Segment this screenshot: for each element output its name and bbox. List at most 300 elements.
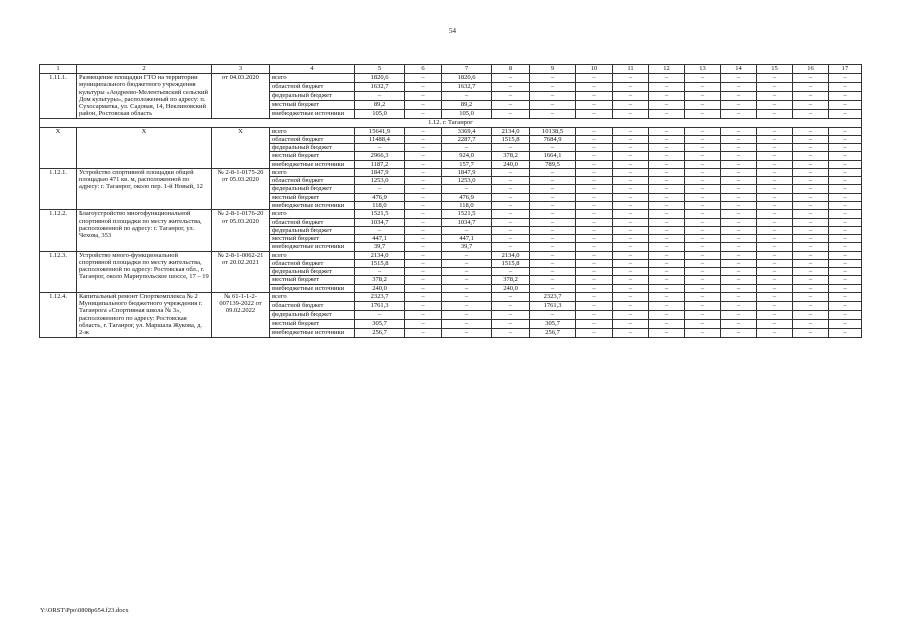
amount-cell: – bbox=[721, 292, 757, 301]
funding-source: внебюджетные источники bbox=[270, 243, 355, 251]
column-number: 12 bbox=[649, 65, 685, 74]
amount-cell: – bbox=[685, 152, 721, 160]
amount-cell: – bbox=[613, 177, 649, 185]
amount-cell: 378,2 bbox=[492, 152, 530, 160]
amount-cell: – bbox=[530, 168, 576, 176]
amount-cell: – bbox=[685, 259, 721, 267]
amount-cell: – bbox=[355, 268, 405, 276]
amount-cell: – bbox=[649, 144, 685, 152]
amount-cell: – bbox=[793, 82, 829, 91]
amount-cell: – bbox=[793, 100, 829, 109]
amount-cell: – bbox=[757, 144, 793, 152]
amount-cell: – bbox=[721, 243, 757, 251]
amount-cell: – bbox=[829, 135, 862, 143]
amount-cell: 1515,8 bbox=[492, 259, 530, 267]
amount-cell: – bbox=[442, 328, 492, 337]
amount-cell: 1034,7 bbox=[442, 218, 492, 226]
amount-cell: – bbox=[576, 284, 613, 292]
amount-cell: – bbox=[613, 144, 649, 152]
amount-cell: – bbox=[685, 109, 721, 118]
amount-cell: – bbox=[829, 243, 862, 251]
amount-cell: – bbox=[530, 226, 576, 234]
amount-cell: – bbox=[442, 319, 492, 328]
item-document: от 04.03.2020 bbox=[212, 74, 270, 119]
amount-cell: – bbox=[793, 127, 829, 135]
funding-source: областной бюджет bbox=[270, 301, 355, 310]
amount-cell: – bbox=[649, 235, 685, 243]
amount-cell: – bbox=[757, 201, 793, 209]
amount-cell: – bbox=[829, 284, 862, 292]
amount-cell: – bbox=[649, 135, 685, 143]
amount-cell: – bbox=[721, 177, 757, 185]
funding-source: федеральный бюджет bbox=[270, 268, 355, 276]
amount-cell: – bbox=[649, 301, 685, 310]
amount-cell: – bbox=[757, 226, 793, 234]
amount-cell: – bbox=[721, 226, 757, 234]
amount-cell: – bbox=[685, 284, 721, 292]
amount-cell: – bbox=[829, 319, 862, 328]
amount-cell: – bbox=[757, 243, 793, 251]
amount-cell: – bbox=[649, 319, 685, 328]
amount-cell: – bbox=[829, 276, 862, 284]
amount-cell: – bbox=[829, 177, 862, 185]
amount-cell: – bbox=[405, 259, 442, 267]
amount-cell: 447,1 bbox=[442, 235, 492, 243]
funding-source: всего bbox=[270, 74, 355, 83]
amount-cell: – bbox=[757, 100, 793, 109]
amount-cell: – bbox=[649, 210, 685, 218]
amount-cell: – bbox=[613, 127, 649, 135]
table-row bbox=[40, 74, 862, 83]
amount-cell: 1515,8 bbox=[355, 259, 405, 267]
amount-cell: 39,7 bbox=[355, 243, 405, 251]
amount-cell: 1761,3 bbox=[355, 301, 405, 310]
amount-cell: – bbox=[721, 319, 757, 328]
amount-cell: – bbox=[793, 301, 829, 310]
item-name: Х bbox=[77, 127, 212, 168]
item-number: 1.12.4. bbox=[40, 292, 77, 337]
amount-cell: – bbox=[757, 74, 793, 83]
funding-source: всего bbox=[270, 210, 355, 218]
amount-cell: – bbox=[613, 243, 649, 251]
amount-cell: – bbox=[405, 127, 442, 135]
amount-cell: – bbox=[576, 292, 613, 301]
amount-cell: – bbox=[793, 210, 829, 218]
amount-cell: 11488,4 bbox=[355, 135, 405, 143]
amount-cell: – bbox=[576, 201, 613, 209]
amount-cell: – bbox=[576, 144, 613, 152]
funding-source: областной бюджет bbox=[270, 135, 355, 143]
amount-cell: – bbox=[576, 301, 613, 310]
funding-source: федеральный бюджет bbox=[270, 185, 355, 193]
item-document: № 2-8-1-0175-20 от 05.03.2020 bbox=[212, 168, 270, 209]
amount-cell: – bbox=[649, 328, 685, 337]
amount-cell: 1515,8 bbox=[492, 135, 530, 143]
amount-cell: – bbox=[829, 210, 862, 218]
amount-cell: – bbox=[793, 235, 829, 243]
amount-cell: – bbox=[613, 168, 649, 176]
amount-cell: – bbox=[685, 160, 721, 168]
amount-cell: – bbox=[576, 177, 613, 185]
amount-cell: – bbox=[793, 218, 829, 226]
amount-cell: – bbox=[355, 144, 405, 152]
amount-cell: – bbox=[721, 284, 757, 292]
amount-cell: 256,7 bbox=[530, 328, 576, 337]
amount-cell: – bbox=[530, 210, 576, 218]
amount-cell: – bbox=[793, 135, 829, 143]
amount-cell: – bbox=[685, 74, 721, 83]
amount-cell: – bbox=[721, 74, 757, 83]
amount-cell: 305,7 bbox=[530, 319, 576, 328]
amount-cell: – bbox=[721, 127, 757, 135]
amount-cell: – bbox=[793, 160, 829, 168]
funding-source: внебюджетные источники bbox=[270, 160, 355, 168]
amount-cell: – bbox=[757, 319, 793, 328]
amount-cell: – bbox=[649, 218, 685, 226]
amount-cell: – bbox=[721, 310, 757, 319]
amount-cell: – bbox=[530, 177, 576, 185]
amount-cell: – bbox=[405, 74, 442, 83]
column-number: 8 bbox=[492, 65, 530, 74]
amount-cell: – bbox=[685, 91, 721, 100]
amount-cell: – bbox=[721, 91, 757, 100]
amount-cell: – bbox=[829, 301, 862, 310]
amount-cell: – bbox=[405, 135, 442, 143]
amount-cell: – bbox=[492, 177, 530, 185]
amount-cell: – bbox=[829, 268, 862, 276]
amount-cell: – bbox=[576, 160, 613, 168]
amount-cell: – bbox=[757, 152, 793, 160]
column-number: 5 bbox=[355, 65, 405, 74]
amount-cell: 476,9 bbox=[355, 193, 405, 201]
amount-cell: – bbox=[793, 185, 829, 193]
amount-cell: – bbox=[405, 193, 442, 201]
amount-cell: – bbox=[685, 168, 721, 176]
amount-cell: 2323,7 bbox=[355, 292, 405, 301]
amount-cell: – bbox=[576, 226, 613, 234]
item-number: 1.12.1. bbox=[40, 168, 77, 209]
amount-cell: 2134,0 bbox=[492, 251, 530, 259]
amount-cell: – bbox=[757, 235, 793, 243]
amount-cell: 1187,2 bbox=[355, 160, 405, 168]
column-number: 17 bbox=[829, 65, 862, 74]
amount-cell: – bbox=[613, 109, 649, 118]
amount-cell: – bbox=[492, 201, 530, 209]
amount-cell: – bbox=[405, 226, 442, 234]
amount-cell: – bbox=[649, 152, 685, 160]
amount-cell: – bbox=[576, 259, 613, 267]
amount-cell: 240,0 bbox=[492, 160, 530, 168]
page-number: 54 bbox=[449, 27, 456, 35]
amount-cell: – bbox=[649, 310, 685, 319]
amount-cell: – bbox=[355, 310, 405, 319]
amount-cell: – bbox=[793, 251, 829, 259]
amount-cell: – bbox=[492, 310, 530, 319]
amount-cell: 118,0 bbox=[355, 201, 405, 209]
amount-cell: – bbox=[685, 328, 721, 337]
amount-cell: – bbox=[613, 160, 649, 168]
item-number: 1.11.1. bbox=[40, 74, 77, 119]
amount-cell: – bbox=[613, 268, 649, 276]
amount-cell: – bbox=[829, 185, 862, 193]
funding-source: федеральный бюджет bbox=[270, 226, 355, 234]
amount-cell: – bbox=[721, 235, 757, 243]
amount-cell: – bbox=[442, 91, 492, 100]
amount-cell: – bbox=[793, 201, 829, 209]
item-name: Капитальный ремонт Спорткомплекса № 2 Муниципального бюджетного учреждения г. Таганрога «Спортивная школа № 3», расположенного по адресу: Ростовская область, г. Таганрог, ул. Маршала Жукова, д. 2-ж bbox=[77, 292, 212, 337]
amount-cell: – bbox=[576, 310, 613, 319]
amount-cell: – bbox=[721, 109, 757, 118]
column-number: 15 bbox=[757, 65, 793, 74]
amount-cell: – bbox=[405, 301, 442, 310]
amount-cell: 240,0 bbox=[355, 284, 405, 292]
amount-cell: – bbox=[649, 292, 685, 301]
section-title: 1.12. г. Таганрог bbox=[40, 118, 862, 127]
amount-cell: – bbox=[757, 82, 793, 91]
amount-cell: – bbox=[530, 235, 576, 243]
amount-cell: – bbox=[576, 74, 613, 83]
amount-cell: 3369,4 bbox=[442, 127, 492, 135]
amount-cell: – bbox=[613, 152, 649, 160]
amount-cell: – bbox=[576, 185, 613, 193]
amount-cell: – bbox=[829, 100, 862, 109]
amount-cell: 378,2 bbox=[355, 276, 405, 284]
item-name: Устройство спортивной площадки общей площадью 471 кв. м, расположенной по адресу: г. Таганрог, около пер. 1-й Новый, 12 bbox=[77, 168, 212, 209]
amount-cell: – bbox=[405, 328, 442, 337]
amount-cell: – bbox=[576, 152, 613, 160]
amount-cell: – bbox=[685, 301, 721, 310]
amount-cell: – bbox=[721, 144, 757, 152]
amount-cell: – bbox=[613, 82, 649, 91]
amount-cell: – bbox=[492, 243, 530, 251]
amount-cell: 105,0 bbox=[442, 109, 492, 118]
amount-cell: – bbox=[492, 109, 530, 118]
amount-cell: – bbox=[685, 144, 721, 152]
amount-cell: 89,2 bbox=[355, 100, 405, 109]
amount-cell: – bbox=[530, 259, 576, 267]
funding-source: всего bbox=[270, 168, 355, 176]
funding-source: местный бюджет bbox=[270, 319, 355, 328]
amount-cell: – bbox=[492, 144, 530, 152]
amount-cell: – bbox=[613, 226, 649, 234]
amount-cell: – bbox=[576, 235, 613, 243]
column-number: 7 bbox=[442, 65, 492, 74]
amount-cell: – bbox=[649, 185, 685, 193]
amount-cell: – bbox=[829, 310, 862, 319]
amount-cell: – bbox=[721, 168, 757, 176]
amount-cell: – bbox=[685, 268, 721, 276]
amount-cell: – bbox=[649, 201, 685, 209]
amount-cell: – bbox=[829, 144, 862, 152]
funding-source: всего bbox=[270, 127, 355, 135]
amount-cell: 89,2 bbox=[442, 100, 492, 109]
amount-cell: – bbox=[829, 127, 862, 135]
amount-cell: 2134,0 bbox=[492, 127, 530, 135]
funding-source: местный бюджет bbox=[270, 100, 355, 109]
amount-cell: – bbox=[829, 74, 862, 83]
amount-cell: 1253,0 bbox=[355, 177, 405, 185]
amount-cell: – bbox=[793, 310, 829, 319]
amount-cell: – bbox=[829, 259, 862, 267]
item-document: № 2-8-1-0176-20 от 05.03.2020 bbox=[212, 210, 270, 251]
amount-cell: 118,0 bbox=[442, 201, 492, 209]
amount-cell: – bbox=[613, 328, 649, 337]
amount-cell: – bbox=[685, 276, 721, 284]
amount-cell: 2966,3 bbox=[355, 152, 405, 160]
column-number: 13 bbox=[685, 65, 721, 74]
amount-cell: – bbox=[355, 185, 405, 193]
amount-cell: – bbox=[492, 218, 530, 226]
amount-cell: – bbox=[649, 74, 685, 83]
amount-cell: – bbox=[757, 177, 793, 185]
amount-cell: – bbox=[685, 100, 721, 109]
item-number: 1.12.3. bbox=[40, 251, 77, 292]
amount-cell: 1664,1 bbox=[530, 152, 576, 160]
column-number: 9 bbox=[530, 65, 576, 74]
amount-cell: – bbox=[613, 284, 649, 292]
amount-cell: – bbox=[492, 292, 530, 301]
amount-cell: – bbox=[649, 268, 685, 276]
amount-cell: – bbox=[405, 82, 442, 91]
amount-cell: – bbox=[757, 127, 793, 135]
amount-cell: – bbox=[530, 193, 576, 201]
column-number: 10 bbox=[576, 65, 613, 74]
amount-cell: – bbox=[793, 177, 829, 185]
amount-cell: – bbox=[829, 292, 862, 301]
amount-cell: – bbox=[685, 292, 721, 301]
amount-cell: – bbox=[793, 152, 829, 160]
amount-cell: – bbox=[793, 74, 829, 83]
amount-cell: – bbox=[757, 168, 793, 176]
amount-cell: – bbox=[793, 284, 829, 292]
amount-cell: – bbox=[530, 201, 576, 209]
file-path-footer: Y:\ORST\Ppo\0808p654.f23.docx bbox=[40, 607, 129, 614]
amount-cell: – bbox=[530, 109, 576, 118]
column-number: 6 bbox=[405, 65, 442, 74]
amount-cell: – bbox=[613, 91, 649, 100]
amount-cell: – bbox=[613, 235, 649, 243]
amount-cell: – bbox=[793, 91, 829, 100]
amount-cell: – bbox=[685, 177, 721, 185]
amount-cell: – bbox=[829, 82, 862, 91]
amount-cell: – bbox=[793, 243, 829, 251]
amount-cell: – bbox=[721, 135, 757, 143]
amount-cell: – bbox=[757, 160, 793, 168]
amount-cell: – bbox=[685, 243, 721, 251]
amount-cell: – bbox=[442, 292, 492, 301]
amount-cell: 924,0 bbox=[442, 152, 492, 160]
amount-cell: – bbox=[829, 251, 862, 259]
funding-source: внебюджетные источники bbox=[270, 201, 355, 209]
table-row bbox=[40, 168, 862, 176]
amount-cell: – bbox=[685, 251, 721, 259]
amount-cell: – bbox=[442, 310, 492, 319]
amount-cell: – bbox=[757, 210, 793, 218]
item-name: Размещение площадки ГТО на территории муниципального бюджетного учреждения культуры «Андреево-Мелентьевский сельский Дом культуры», расположенный по адресу: п. Сухосарматка, ул. Садовая, 14, Неклиновский район, Ростовская область bbox=[77, 74, 212, 119]
amount-cell: 2134,0 bbox=[355, 251, 405, 259]
amount-cell: 256,7 bbox=[355, 328, 405, 337]
amount-cell: 2323,7 bbox=[530, 292, 576, 301]
funding-source: местный бюджет bbox=[270, 152, 355, 160]
amount-cell: – bbox=[613, 218, 649, 226]
amount-cell: – bbox=[492, 168, 530, 176]
amount-cell: – bbox=[685, 185, 721, 193]
funding-source: областной бюджет bbox=[270, 218, 355, 226]
amount-cell: – bbox=[829, 328, 862, 337]
amount-cell: – bbox=[576, 109, 613, 118]
amount-cell: – bbox=[613, 193, 649, 201]
amount-cell: – bbox=[405, 251, 442, 259]
amount-cell: – bbox=[793, 276, 829, 284]
amount-cell: – bbox=[649, 127, 685, 135]
amount-cell: – bbox=[492, 100, 530, 109]
amount-cell: – bbox=[685, 82, 721, 91]
column-number: 14 bbox=[721, 65, 757, 74]
amount-cell: – bbox=[405, 319, 442, 328]
amount-cell: – bbox=[442, 251, 492, 259]
amount-cell: – bbox=[405, 144, 442, 152]
amount-cell: – bbox=[721, 185, 757, 193]
amount-cell: – bbox=[576, 127, 613, 135]
amount-cell: – bbox=[613, 210, 649, 218]
amount-cell: – bbox=[613, 135, 649, 143]
amount-cell: – bbox=[685, 135, 721, 143]
amount-cell: – bbox=[721, 328, 757, 337]
funding-source: внебюджетные источники bbox=[270, 284, 355, 292]
amount-cell: 157,7 bbox=[442, 160, 492, 168]
amount-cell: – bbox=[405, 218, 442, 226]
amount-cell: – bbox=[757, 284, 793, 292]
funding-source: федеральный бюджет bbox=[270, 91, 355, 100]
amount-cell: – bbox=[613, 185, 649, 193]
amount-cell: – bbox=[576, 91, 613, 100]
amount-cell: – bbox=[530, 91, 576, 100]
amount-cell: – bbox=[492, 74, 530, 83]
amount-cell: – bbox=[829, 218, 862, 226]
amount-cell: – bbox=[530, 310, 576, 319]
amount-cell: – bbox=[793, 328, 829, 337]
amount-cell: – bbox=[530, 82, 576, 91]
item-name: Устройство много-функциональной спортивной площадки по месту жительства, расположенной по адресу: Ростовская обл., г. Таганрог, около Мариупольское шоссе, 17 – 19 bbox=[77, 251, 212, 292]
amount-cell: – bbox=[793, 193, 829, 201]
amount-cell: – bbox=[405, 185, 442, 193]
amount-cell: – bbox=[793, 268, 829, 276]
financing-table bbox=[39, 64, 862, 338]
amount-cell: – bbox=[757, 218, 793, 226]
amount-cell: – bbox=[829, 201, 862, 209]
funding-source: всего bbox=[270, 292, 355, 301]
amount-cell: 789,5 bbox=[530, 160, 576, 168]
amount-cell: – bbox=[405, 243, 442, 251]
amount-cell: 305,7 bbox=[355, 319, 405, 328]
amount-cell: – bbox=[793, 319, 829, 328]
amount-cell: – bbox=[757, 185, 793, 193]
amount-cell: 476,9 bbox=[442, 193, 492, 201]
amount-cell: – bbox=[613, 259, 649, 267]
amount-cell: 1632,7 bbox=[442, 82, 492, 91]
amount-cell: – bbox=[829, 91, 862, 100]
amount-cell: – bbox=[721, 259, 757, 267]
amount-cell: – bbox=[649, 82, 685, 91]
amount-cell: – bbox=[530, 284, 576, 292]
amount-cell: – bbox=[576, 100, 613, 109]
amount-cell: – bbox=[405, 292, 442, 301]
amount-cell: – bbox=[613, 251, 649, 259]
amount-cell: – bbox=[613, 201, 649, 209]
amount-cell: – bbox=[492, 210, 530, 218]
amount-cell: – bbox=[530, 276, 576, 284]
amount-cell: – bbox=[613, 310, 649, 319]
